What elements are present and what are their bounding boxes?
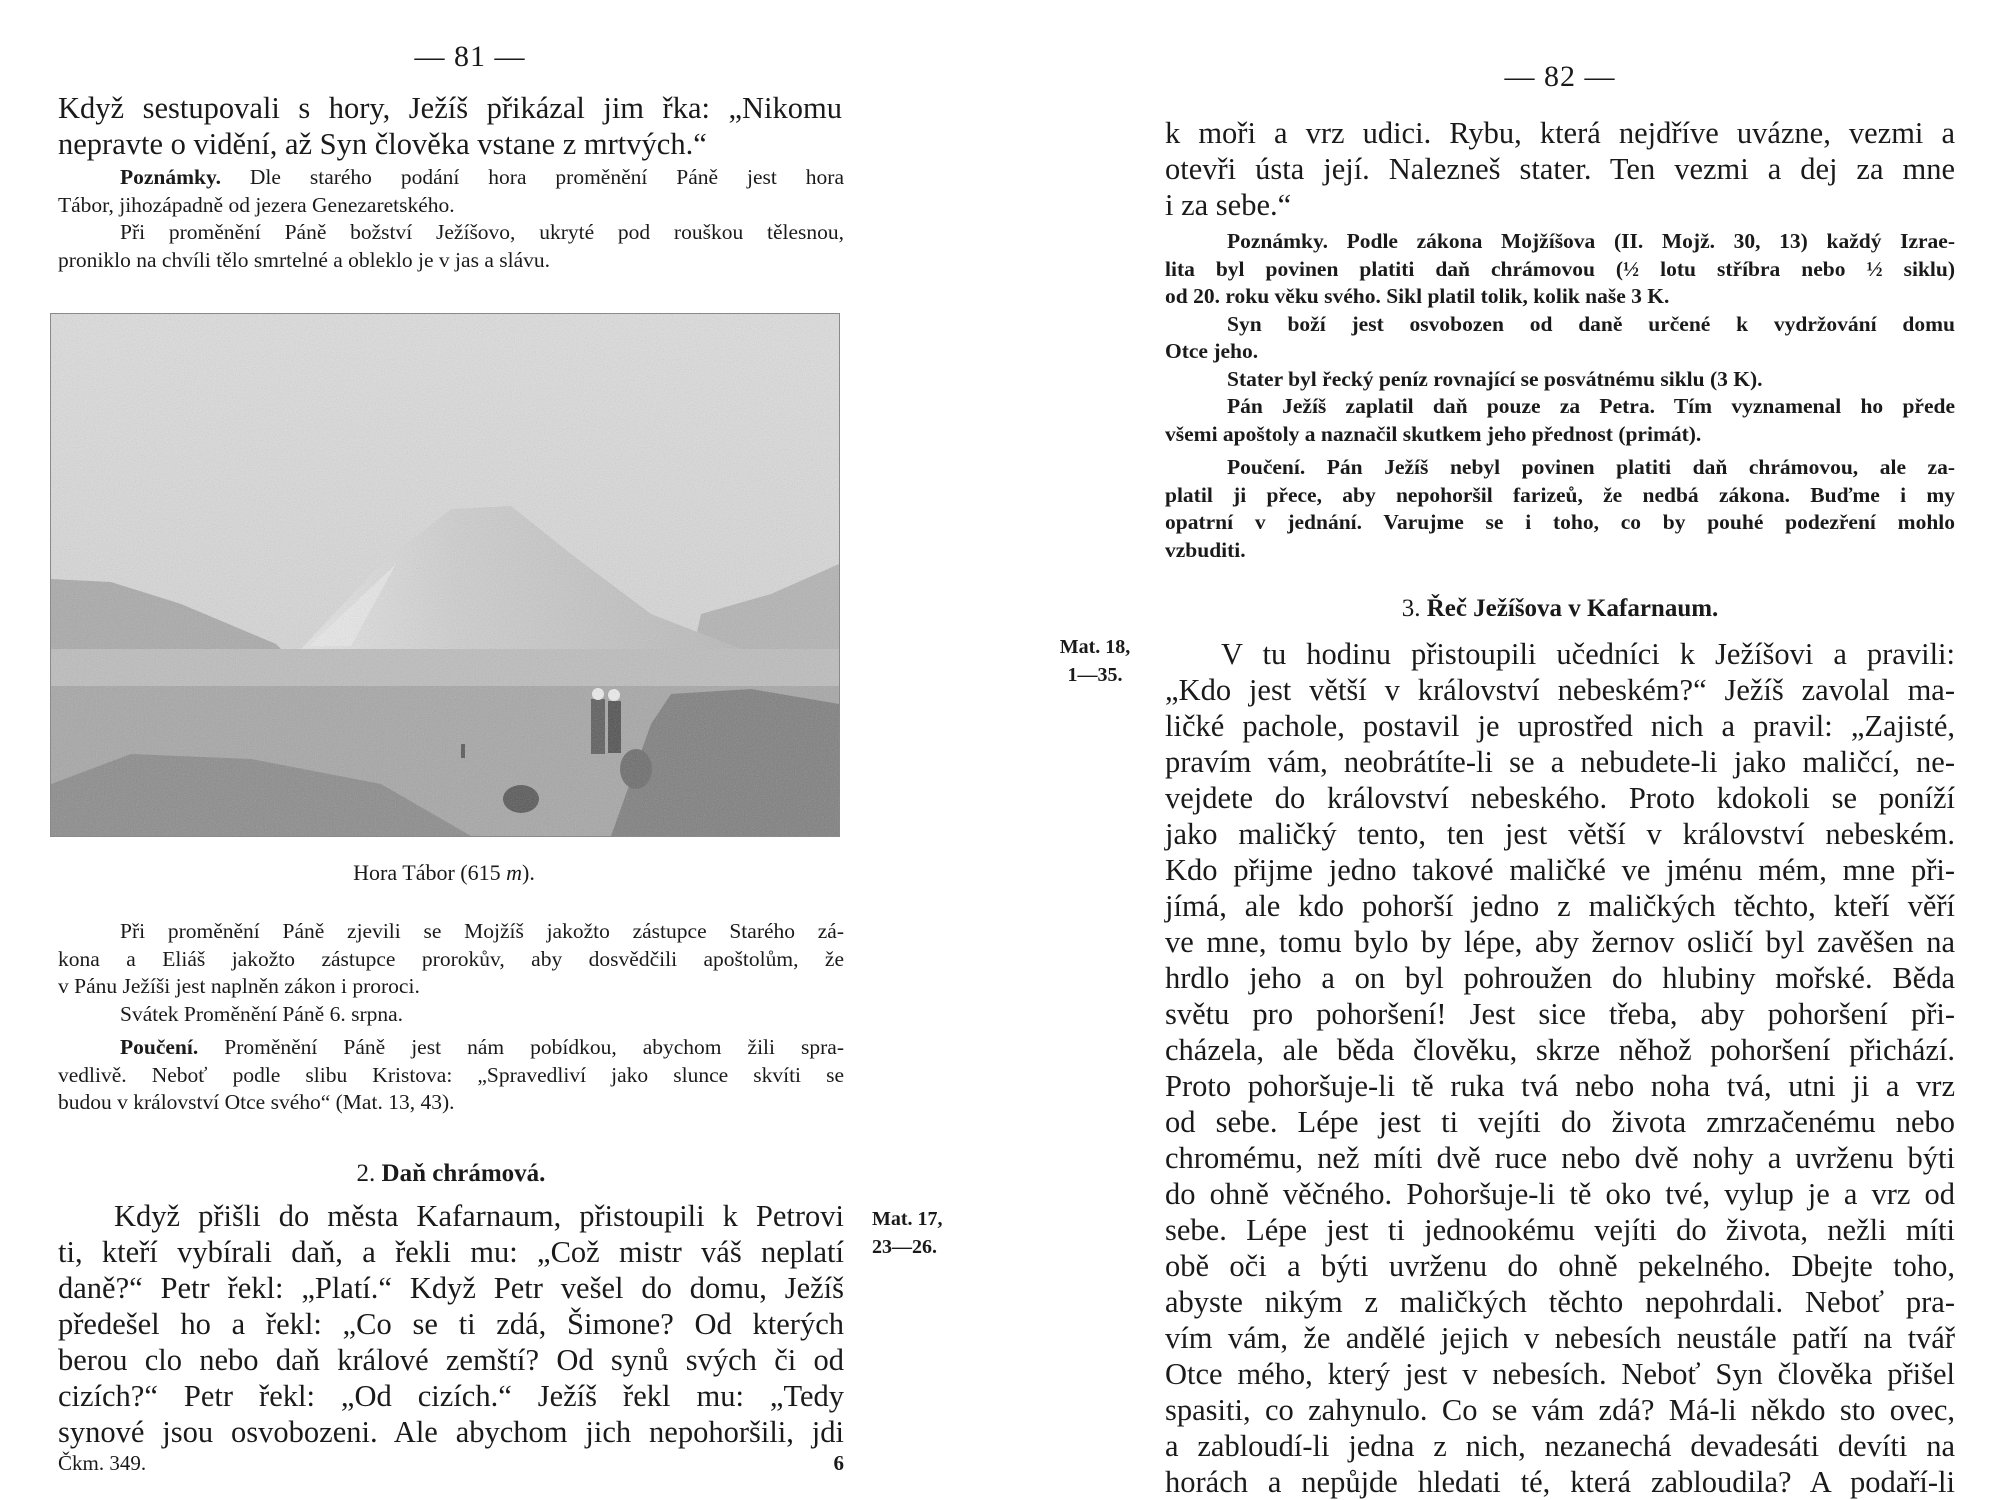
caption-unit: m [506, 860, 522, 885]
text-line: Kdo přijme jedno takové maličké ve jménu mém, mne při- [1165, 853, 1955, 887]
notes-line: proniklo na chvíli tělo smrtelné a obleklo je v jas a slávu. [58, 247, 550, 272]
left-footer [58, 1450, 844, 1478]
notes-line: Tábor, jihozápadně od jezera Genezaretského. [58, 192, 455, 217]
mountain-landscape-icon [51, 314, 839, 836]
notes-line: Při proměnění Páně božství Ježíšovo, ukryté pod rouškou tělesnou, [120, 220, 844, 244]
text-line: V tu hodinu přistoupili učedníci k Ježíšovi a pravili: [1221, 637, 1955, 671]
text-line: od sebe. Lépe jest ti vejíti do života zmrzačenému nebo [1165, 1105, 1955, 1139]
right-section-paragraph [1165, 636, 1955, 1500]
notes-line: Pán Ježíš zaplatil daň pouze za Petra. Tím vyznamenal ho přede [1227, 394, 1955, 418]
notes-line: Stater byl řecký peníz rovnající se posvátnému siklu (3 K). [1227, 366, 1763, 391]
section-heading-3 [1165, 595, 1955, 623]
text-line: otevři ústa její. Nalezneš stater. Ten vezmi a dej za mne [1165, 152, 1955, 186]
text-line: vejdete do království nebeského. Proto kdokoli se poníží [1165, 781, 1955, 815]
text-line: cizích?“ Petr řekl: „Od cizích.“ Ježíš řekl mu: „Tedy [58, 1379, 844, 1413]
text-line: předešel ho a řekl: „Co se ti zdá, Šimone? Od kterých [58, 1307, 844, 1341]
notes-line: od 20. roku věku svého. Sikl platil tolik, kolik naše 3 K. [1165, 284, 1670, 308]
section-number: 2. [356, 1160, 376, 1187]
text-line: sebe. Lépe jest ti jednookému vejíti do života, nežli míti [1165, 1213, 1955, 1247]
section-heading-2 [58, 1160, 844, 1188]
left-moses-elijah-paragraph [58, 918, 844, 1117]
left-margin-reference [872, 1205, 982, 1261]
text-line: obě oči a býti uvrženu do ohně pekelného. Dbejte toho, [1165, 1249, 1955, 1283]
text-line: ve mne, tomu bylo by lépe, aby žernov osličí byl zavěšen na [1165, 925, 1955, 959]
section-title: Řeč Ježíšova v Kafarnaum. [1426, 595, 1719, 622]
left-notes [58, 164, 844, 274]
text-line: k moři a vrz udici. Rybu, která nejdříve uvázne, vezmi a [1165, 116, 1955, 150]
text-line: vím vám, že andělé jejich v nebesích neustále patří na tvář [1165, 1321, 1955, 1355]
lesson-line: vzbuditi. [1165, 537, 1246, 562]
notes-text: Dle starého podání hora proměnění Páně jest hora [220, 165, 844, 189]
right-page-number: — 82 — [1504, 60, 1616, 93]
text-line: berou clo nebo daň králové zemští? Od synů svých či od [58, 1343, 844, 1377]
notes-text: Podle zákona Mojžíšova (II. Mojž. 30, 13) každý Izrae- [1327, 229, 1955, 253]
section-number: 3. [1401, 595, 1421, 622]
text-line: nepravte o vidění, až Syn člověka vstane z mrtvých.“ [58, 127, 707, 161]
text-line: chromému, než míti dvě ruce nebo dvě nohy a uvrženu býti [1165, 1141, 1955, 1175]
text-line: a zabloudí-li jedna z nich, nezanechá devadesáti devíti na [1165, 1429, 1955, 1463]
text-line: Proto pohoršuje-li tě ruka tvá nebo noha tvá, utni ji a vrz [1165, 1069, 1955, 1103]
lesson-line: budou v království Otce svého“ (Mat. 13, 43). [58, 1090, 455, 1114]
text-line: kona a Eliáš jakožto zástupce prorokův, aby dosvědčili apoštolům, že [58, 946, 844, 971]
lesson-label: Poučení. [120, 1035, 199, 1059]
lesson-line [58, 1034, 844, 1062]
notes-label: Poznámky. [1227, 229, 1328, 253]
text-line: hrdlo jeho a on byl pohroužen do hlubiny mořské. Běda [1165, 961, 1955, 995]
text-line: „Kdo jest větší v království nebeském?“ Ježíš zavolal ma- [1165, 673, 1955, 707]
text-line: jako maličký tento, ten jest větší v království nebeském. [1165, 817, 1955, 851]
lesson-label: Poučení. [1227, 455, 1306, 479]
illustration-caption [50, 860, 838, 886]
text-line: cházela, ale běda člověku, skrze něhož pohoršení přichází. [1165, 1033, 1955, 1067]
feast-line: Svátek Proměnění Páně 6. srpna. [120, 1001, 404, 1026]
text-line: do ohně věčného. Pohoršuje-li tě oko tvé, vylup je a vrz od [1165, 1177, 1955, 1211]
sheet-number: 6 [833, 1451, 844, 1475]
text-line: horách a nepůjde hledati té, která zabloudila? A podaří-li [1165, 1465, 1955, 1499]
caption-text: ). [522, 860, 535, 885]
notes-line: všemi apoštoly a naznačil skutkem jeho přednost (primát). [1165, 421, 1702, 446]
right-notes [1165, 228, 1955, 564]
text-line: synové jsou osvobozeni. Ale abychom jich nepohoršili, jdi [58, 1415, 844, 1449]
left-page-number: — 81 — [414, 40, 526, 73]
text-line: v Pánu Ježíši jest naplněn zákon i proroci. [58, 974, 420, 998]
lesson-text: Proměnění Páně jest nám pobídkou, abychom žili spra- [198, 1035, 844, 1059]
lesson-line: vedlivě. Neboť podle slibu Kristova: „Spravedliví jako slunce skvíti se [58, 1062, 844, 1087]
text-line: Při proměnění Páně zjevili se Mojžíš jakožto zástupce Starého zá- [120, 919, 844, 943]
printer-signature: Čkm. 349. [58, 1451, 147, 1475]
notes-line [58, 164, 844, 192]
margin-ref-line: 23—26. [872, 1236, 937, 1258]
lesson-text: Pán Ježíš nebyl povinen platiti daň chrámovou, ale za- [1305, 455, 1955, 479]
text-line: světu pro pohoršení! Jest sice třeba, aby pohoršení při- [1165, 997, 1955, 1031]
text-line: i za sebe.“ [1165, 188, 1292, 222]
lesson-line: opatrní v jednání. Varujme se i toho, co by pouhé podezření mohlo [1165, 510, 1955, 534]
right-intro-paragraph [1165, 115, 1955, 223]
margin-ref-line: Mat. 18, [1059, 636, 1131, 658]
text-line: ti, kteří vybírali daň, a řekli mu: „Což mistr váš neplatí [58, 1235, 844, 1269]
notes-line [1165, 228, 1955, 256]
text-line: pravím vám, neobrátíte-li se a nebudete-li jako maličcí, ne- [1165, 745, 1955, 779]
right-margin-reference [1045, 633, 1145, 689]
text-line: Když sestupovali s hory, Ježíš přikázal jim řka: „Nikomu [58, 91, 842, 125]
text-line: jímá, ale kdo pohorší jedno z maličkých těchto, kteří věří [1165, 889, 1955, 923]
text-line: daně?“ Petr řekl: „Platí.“ Když Petr vešel do domu, Ježíš [58, 1271, 844, 1305]
text-line: Otce mého, který jest v nebesích. Neboť Syn člověka přišel [1165, 1357, 1955, 1391]
notes-label: Poznámky. [120, 165, 221, 189]
notes-line: Otce jeho. [1165, 339, 1259, 363]
text-line: Když přišli do města Kafarnaum, přistoupili k Petrovi [114, 1199, 844, 1233]
text-line: abyste nikým z maličkých těchto nepohrdali. Neboť pra- [1165, 1285, 1955, 1319]
lesson-line [1165, 454, 1955, 482]
left-intro-paragraph [58, 90, 842, 162]
margin-ref-line: 1—35. [1067, 664, 1123, 686]
left-section-paragraph [58, 1198, 844, 1450]
notes-line: lita byl povinen platiti daň chrámovou (½ lotu stříbra nebo ½ siklu) [1165, 256, 1955, 281]
notes-line: Syn boží jest osvobozen od daně určené k vydržování domu [1227, 311, 1955, 336]
text-line: spasiti, co zahynulo. Co se vám zdá? Má-li někdo sto ovec, [1165, 1393, 1955, 1427]
section-title: Daň chrámová. [381, 1160, 546, 1187]
margin-ref-line: Mat. 17, [872, 1208, 943, 1230]
lesson-line: platil ji přece, aby nepohoršil farizeů, že nedbá zákona. Buďme i my [1165, 482, 1955, 507]
text-line: ličké pachole, postavil je uprostřed nich a pravil: „Zajisté, [1165, 709, 1955, 743]
mount-tabor-illustration [50, 313, 840, 837]
caption-text: Hora Tábor (615 [353, 860, 507, 885]
